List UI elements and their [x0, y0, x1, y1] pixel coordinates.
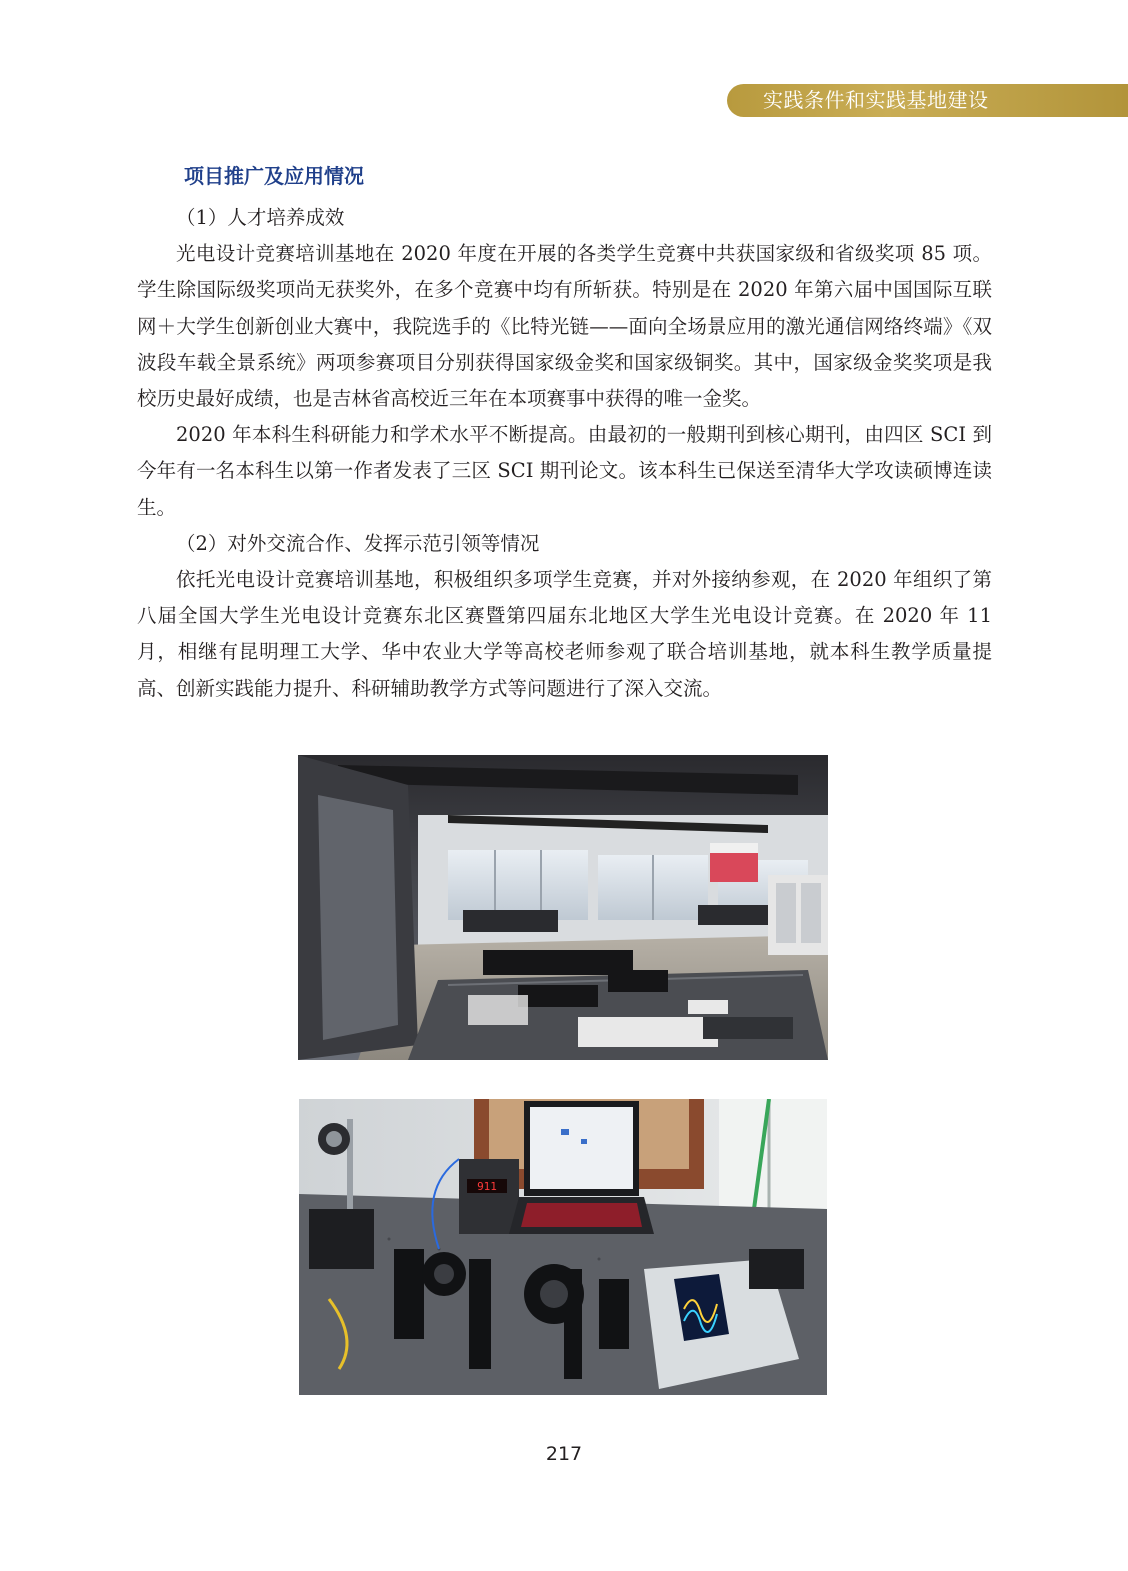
subheading-external-exchange: （2）对外交流合作、发挥示范引领等情况	[176, 531, 540, 555]
page-number: 217	[545, 1443, 583, 1465]
chapter-title: 实践条件和实践基地建设	[763, 88, 989, 112]
optical-bench-photo	[299, 1099, 827, 1395]
lab-room-photo	[298, 755, 828, 1060]
paragraph-competition-awards: 光电设计竞赛培训基地在 2020 年度在开展的各类学生竞赛中共获国家级和省级奖项 85 项。学生除国际级奖项尚无获奖外，在多个竞赛中均有所斩获。特别是在 2020 年第六届中国国际互联网＋大学生创新创业大赛中，我院选手的《比特光链——面向全场景应用的激光通信网络终端》《双波段车载全景系统》两项参赛项目分别获得国家级金奖和国家级铜奖。其中，国家级金奖奖项是我校历史最好成绩，也是吉林省高校近三年在本项赛事中获得的唯一金奖。	[137, 242, 992, 411]
body-text	[137, 200, 992, 707]
lab-room-photo-icon	[298, 755, 828, 1060]
meter-display-reading: 911	[477, 1180, 497, 1193]
optical-bench-photo-icon	[299, 1099, 827, 1395]
paragraph-research-ability: 2020 年本科生科研能力和学术水平不断提高。由最初的一般期刊到核心期刊，由四区 SCI 到今年有一名本科生以第一作者发表了三区 SCI 期刊论文。该本科生已保送至清华大学攻读硕博连读生。	[137, 423, 992, 519]
subheading-talent-training: （1）人才培养成效	[176, 206, 345, 229]
section-title: 项目推广及应用情况	[184, 164, 364, 188]
chapter-header-band	[727, 84, 1128, 117]
paragraph-exchange-details: 依托光电设计竞赛培训基地，积极组织多项学生竞赛，并对外接纳参观，在 2020 年组织了第八届全国大学生光电设计竞赛东北区赛暨第四届东北地区大学生光电设计竞赛。在 2020 年 11 月，相继有昆明理工大学、华中农业大学等高校老师参观了联合培训基地，就本科生教学质量提高、创新实践能力提升、科研辅助教学方式等问题进行了深入交流。	[137, 568, 992, 700]
